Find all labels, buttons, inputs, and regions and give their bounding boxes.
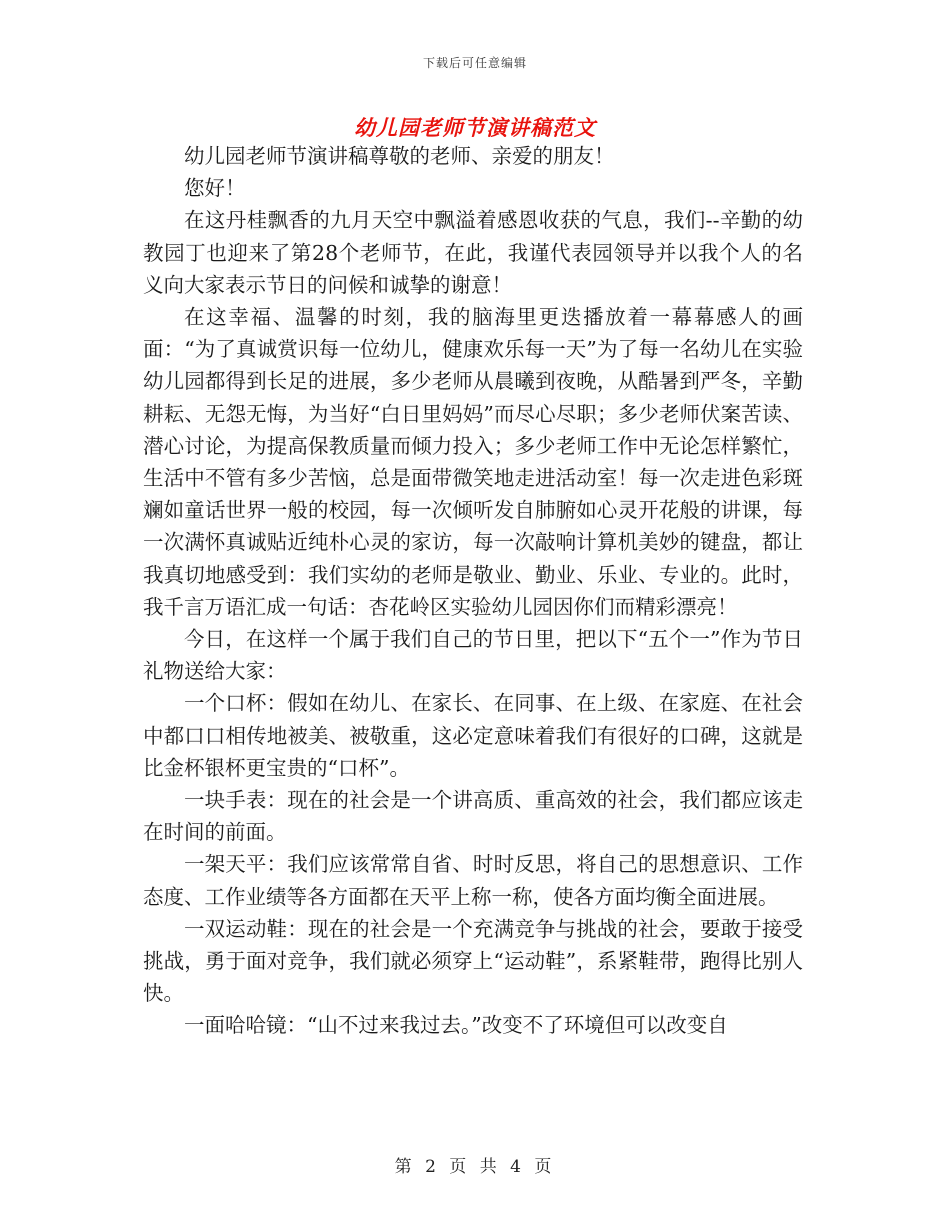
paragraph: 一块手表：现在的社会是一个讲高质、重高效的社会，我们都应该走在时间的前面。 (143, 788, 803, 845)
header-note: 下载后可任意编辑 (422, 56, 527, 70)
paragraph: 在这幸福、温馨的时刻，我的脑海里更迭播放着一幕幕感人的画面：“为了真诚赏识每一位幼儿，健康欢乐每一天”为了每一名幼儿在实验幼儿园都得到长足的进展，多少老师从晨曦到夜晚，从酷暑到严冬，辛勤耕耘、无怨无悔，为当好“白日里妈妈”而尽心尽职；多少老师伏案苦读、潜心讨论，为提高保教质量而倾力投入；多少老师工作中无论怎样繁忙，生活中不管有多少苦恼，总是面带微笑地走进活动室！每一次走进色彩斑斓如童话世界一般的校园，每一次倾听发自肺腑如心灵开花般的讲课，每一次满怀真诚贴近纯朴心灵的家访，每一次敲响计算机美妙的键盘，都让我真切地感受到：我们实幼的老师是敬业、勤业、乐业、专业的。此时，我千言万语汇成一句话：杏花岭区实验幼儿园因你们而精彩漂亮！ (143, 305, 803, 619)
paragraph: 一个口杯：假如在幼儿、在家长、在同事、在上级、在家庭、在社会中都口口相传地被美、被敬重，这必定意味着我们有很好的口碑，这就是比金杯银杯更宝贵的“口杯”。 (143, 691, 803, 780)
paragraph: 今日，在这样一个属于我们自己的节日里，把以下“五个一”作为节日礼物送给大家： (143, 627, 803, 684)
document-body (143, 140, 803, 1042)
paragraph: 幼儿园老师节演讲稿尊敬的老师、亲爱的朋友！ (184, 144, 615, 168)
paragraph: 一面哈哈镜：“山不过来我过去。”改变不了环境但可以改变自 (184, 1013, 728, 1038)
page-footer: 第 2 页 共 4 页 (394, 1157, 556, 1177)
document-title: 幼儿园老师节演讲稿范文 (354, 115, 596, 140)
paragraph: 一双运动鞋：现在的社会是一个充满竞争与挑战的社会，要敢于接受挑战，勇于面对竞争，我们就必须穿上“运动鞋”，系紧鞋带，跑得比别人快。 (143, 916, 803, 1006)
paragraph: 一架天平：我们应该常常自省、时时反思，将自己的思想意识、工作态度、工作业绩等各方面都在天平上称一称，使各方面均衡全面进展。 (143, 852, 803, 909)
paragraph: 在这丹桂飘香的九月天空中飘溢着感恩收获的气息，我们--辛勤的幼教园丁也迎来了第28个老师节，在此，我谨代表园领导并以我个人的名义向大家表示节日的问候和诚挚的谢意！ (143, 208, 803, 297)
paragraph: 您好！ (184, 176, 246, 201)
